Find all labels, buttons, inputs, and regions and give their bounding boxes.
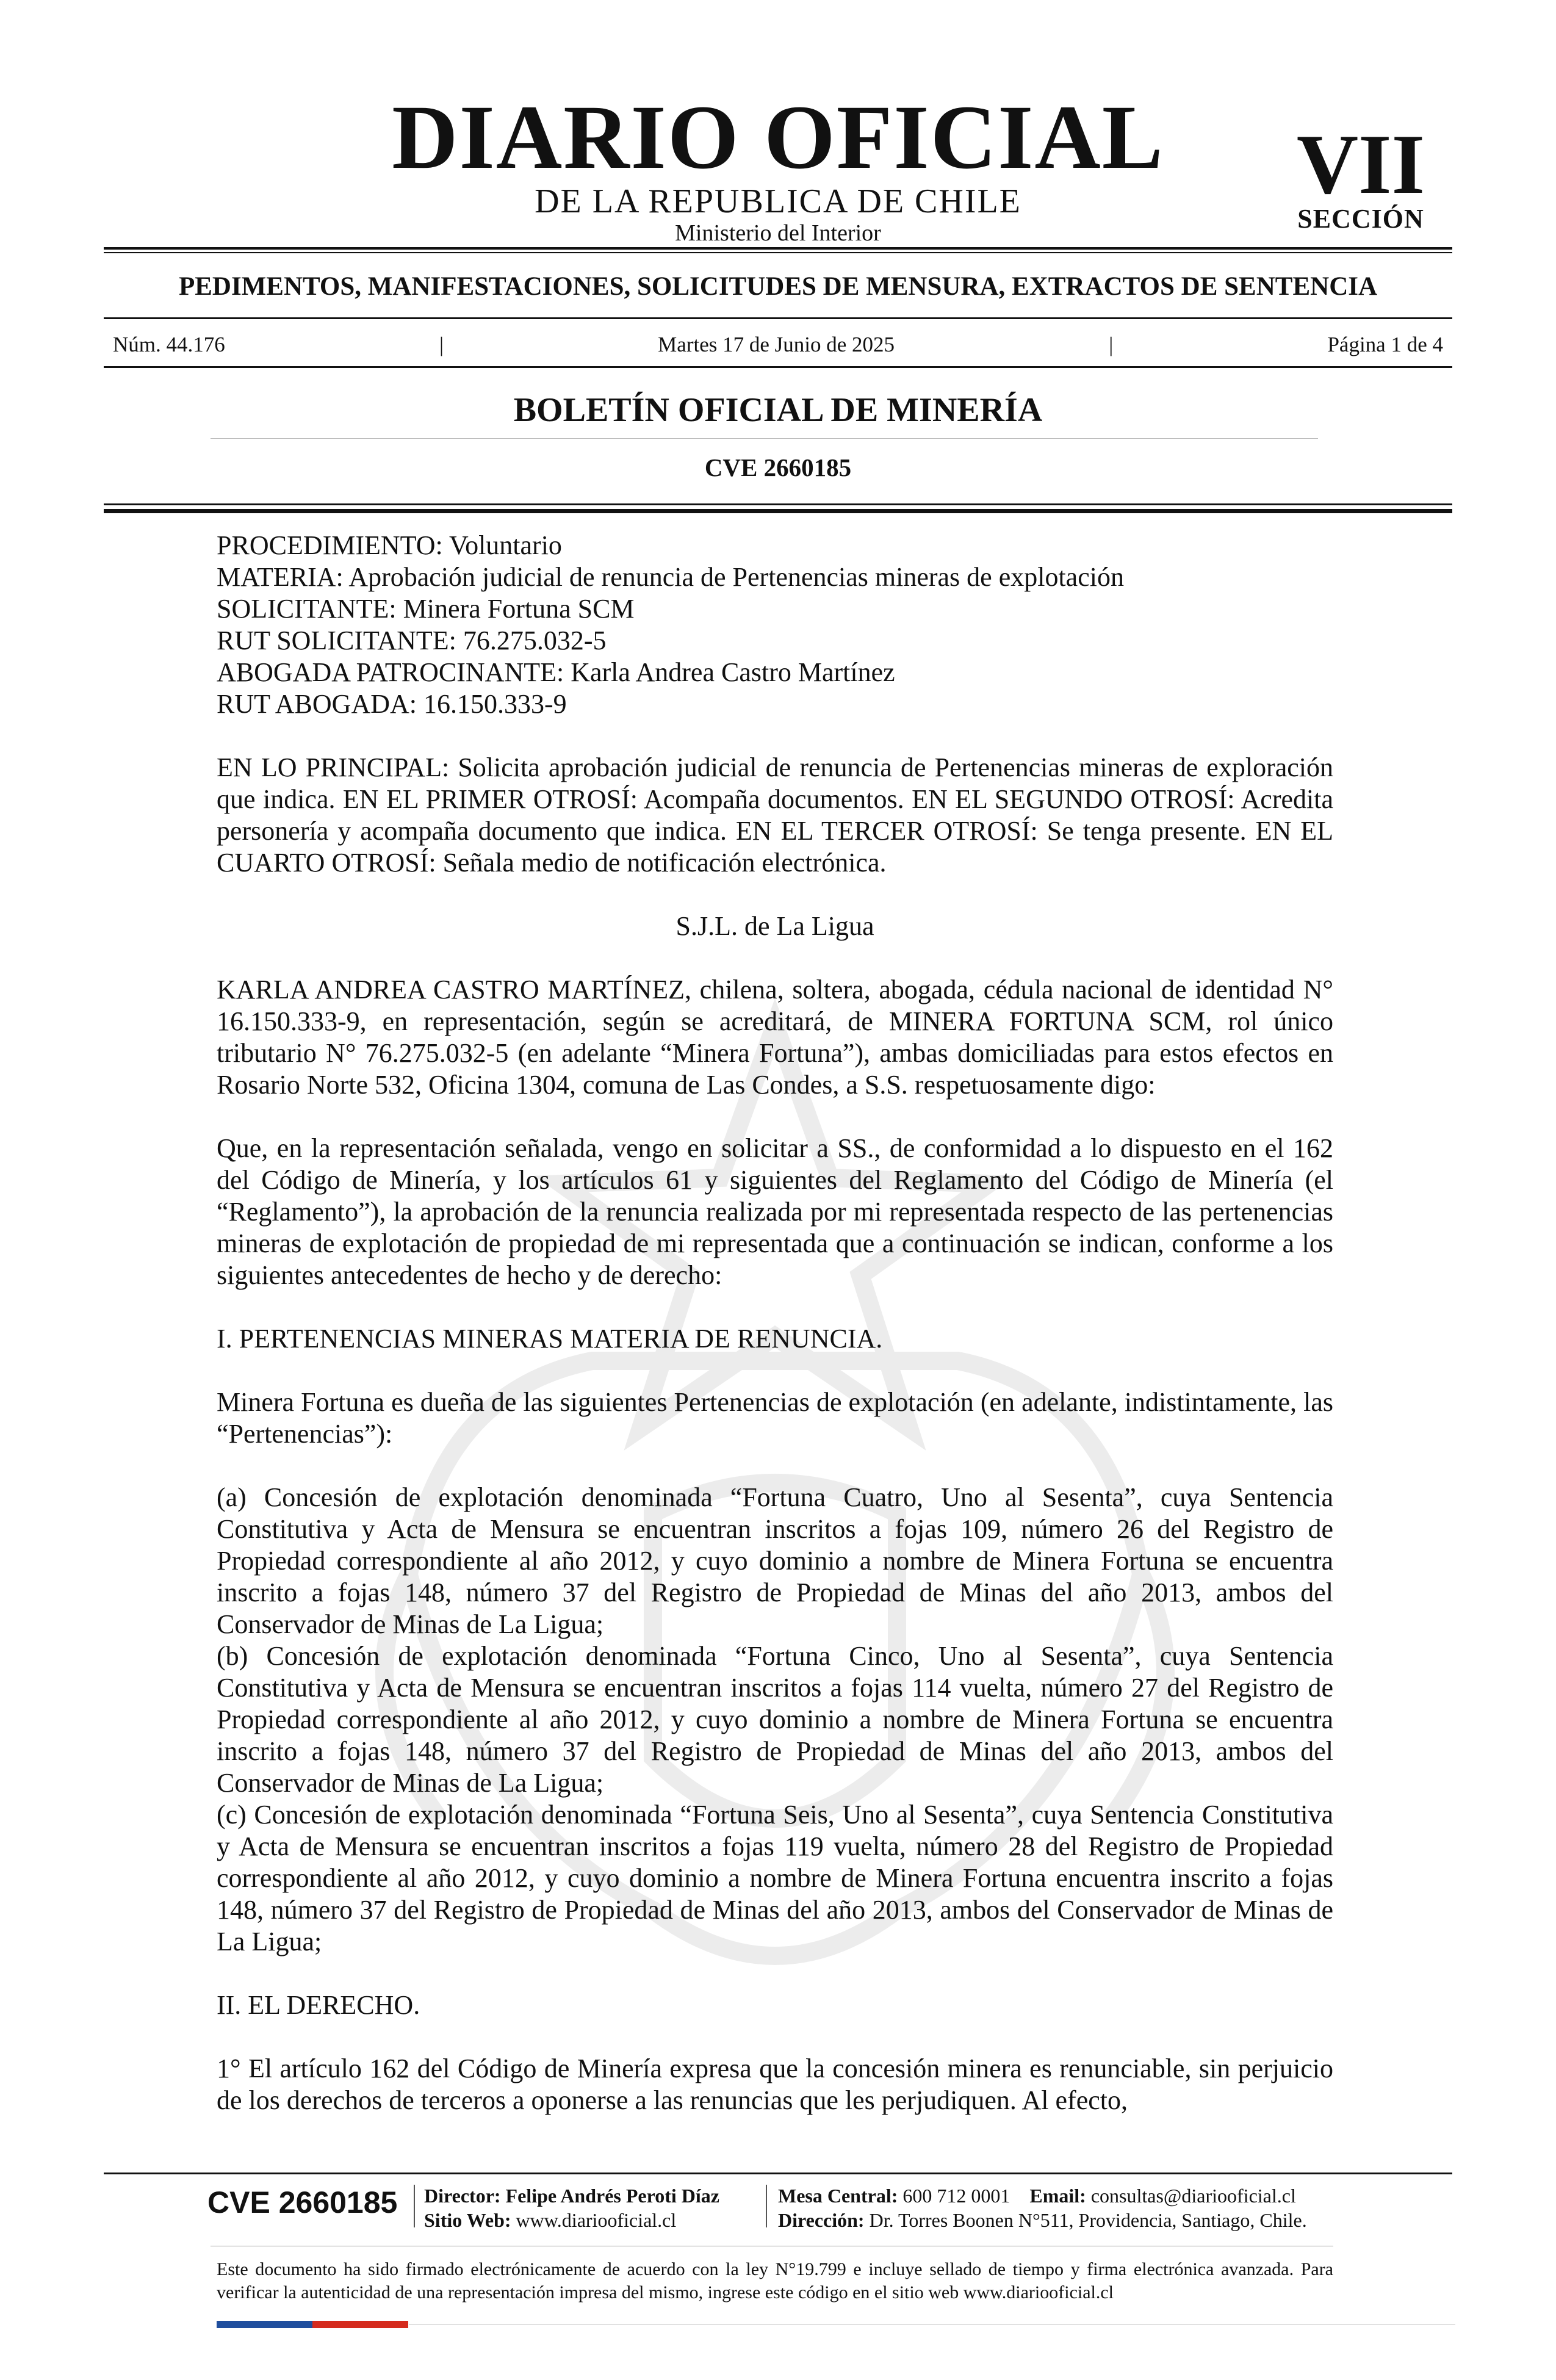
ownership-paragraph: Minera Fortuna es dueña de las siguientes Pertenencias de explotación (en adelante, indistintamente, las “Pertenencias”): [217, 1387, 1333, 1449]
concession-item-c: (c) Concesión de explotación denominada “Fortuna Seis, Uno al Sesenta”, cuya Sentencia Constitutiva y Acta de Mensura se encuentran inscritos a fojas 119 vuelta, número 28 del Registro de Propiedad correspondiente al año 2012, y cuyo dominio a nombre de Minera Fortuna encuentra inscrito a fojas 148, número 37 del Registro de Propiedad de Minas del año 2013, ambos del Conservador de Minas de La Ligua; [217, 1800, 1333, 1956]
site-label: Sitio Web: [424, 2209, 511, 2231]
section-label: SECCIÓN [1297, 204, 1424, 234]
footer-rule [104, 2173, 1452, 2174]
summary-matter: MATERIA: Aprobación judicial de renuncia de Pertenencias mineras de explotación [217, 562, 1124, 592]
issue-info-row [113, 333, 1443, 357]
flag-red-segment [312, 2321, 408, 2328]
flag-stripe [217, 2321, 409, 2328]
heading-derecho: II. EL DERECHO. [217, 1990, 420, 2020]
signature-disclaimer: Este documento ha sido firmado electrónicamente de acuerdo con la ley N°19.799 e incluye sellado de tiempo y firma electrónica avanzada. Para verificar la autenticidad de una representación impresa del mismo, ingrese este código en el sitio web www.diariooficial.cl [217, 2259, 1333, 2302]
issue-rule [104, 366, 1452, 368]
bulletin-title: BOLETÍN OFICIAL DE MINERÍA [513, 391, 1043, 429]
footer-editorial [424, 2183, 719, 2232]
section-indicator [1269, 117, 1452, 234]
topic-rule [104, 317, 1452, 319]
newspaper-title: DIARIO OFICIAL [392, 87, 1164, 188]
summary-applicant-rut: RUT SOLICITANTE: 76.275.032-5 [217, 626, 607, 655]
summary-block [217, 530, 1333, 720]
concession-item-a: (a) Concesión de explotación denominada “Fortuna Cuatro, Uno al Sesenta”, cuya Sentencia Constitutiva y Acta de Mensura se encuentran inscritos a fojas 109, número 26 del Registro de Propiedad correspondiente al año 2012, y cuyo dominio a nombre de Minera Fortuna se encuentra inscrito a fojas 148, número 37 del Registro de Propiedad de Minas del año 2013, ambos del Conservador de Minas de La Ligua; [217, 1482, 1333, 1639]
newspaper-subtitle: DE LA REPUBLICA DE CHILE [535, 182, 1021, 220]
request-paragraph: Que, en la representación señalada, vengo en solicitar a SS., de conformidad a lo dispuesto en el 162 del Código de Minería, y los artículos 61 y siguientes del Reglamento del Código de Minería (el “Reglamento”), la aprobación de la renuncia realizada por mi representada respecto de las pertenencias mineras de explotación de propiedad de mi representada que a continuación se indican, conforme a los siguientes antecedentes de hecho y de derecho: [217, 1133, 1333, 1290]
ministry-name: Ministerio del Interior [675, 220, 881, 246]
footer-contact [778, 2183, 1307, 2232]
header-rule-top-thin [104, 252, 1452, 253]
heading-pertenencias: I. PERTENENCIAS MINERAS MATERIA DE RENUNCIA. [217, 1324, 883, 1354]
email-label: Email: [1029, 2185, 1086, 2207]
footer-separator-2 [766, 2185, 767, 2227]
header-rule-top [104, 247, 1452, 250]
principal-paragraph: EN LO PRINCIPAL: Solicita aprobación judicial de renuncia de Pertenencias mineras de exploración que indica. EN EL PRIMER OTROSÍ: Acompaña documentos. EN EL SEGUNDO OTROSÍ: Acredita personería y acompaña documento que indica. EN EL TERCER OTROSÍ: Se tenga presente. EN EL CUARTO OTROSÍ: Señala medio de notificación electrónica. [217, 752, 1333, 878]
flag-blue-segment [217, 2321, 312, 2328]
summary-attorney-rut: RUT ABOGADA: 16.150.333-9 [217, 689, 567, 719]
address-text: Dr. Torres Boonen N°511, Providencia, Santiago, Chile. [869, 2209, 1307, 2231]
email-link[interactable]: consultas@diariooficial.cl [1090, 2185, 1296, 2207]
issue-date: Martes 17 de Junio de 2025 [658, 333, 895, 356]
bulletin-rule [211, 438, 1318, 439]
concession-item-b: (b) Concesión de explotación denominada “Fortuna Cinco, Uno al Sesenta”, cuya Sentencia Constitutiva y Acta de Mensura se encuentran inscritos a fojas 114 vuelta, número 27 del Registro de Propiedad correspondiente al año 2012, y cuyo dominio a nombre de Minera Fortuna se encuentra inscrito a fojas 148, número 37 del Registro de Propiedad de Minas del año 2013, ambos del Conservador de Minas de La Ligua; [217, 1641, 1333, 1798]
court-addressee: S.J.L. de La Ligua [675, 911, 874, 941]
document-body [217, 530, 1333, 2116]
law-paragraph: 1° El artículo 162 del Código de Minería expresa que la concesión minera es renunciable, sin perjuicio de los derechos de terceros a oponerse a las renuncias que les perjudiquen. Al efecto, [217, 2054, 1333, 2115]
phone-label: Mesa Central: [778, 2185, 898, 2207]
site-link[interactable]: www.diariooficial.cl [516, 2209, 677, 2231]
intro-paragraph: KARLA ANDREA CASTRO MARTÍNEZ, chilena, soltera, abogada, cédula nacional de identidad N° 16.150.333-9, en representación, según se acreditará, de MINERA FORTUNA SCM, rol único tributario N° 76.275.032-5 (en adelante “Minera Fortuna”), ambas domiciliadas para estos efectos en Rosario Norte 532, Oficina 1304, comuna de Las Condes, a S.S. respetuosamente digo: [217, 975, 1333, 1100]
issue-number: Núm. 44.176 [113, 333, 225, 356]
page-indicator: Página 1 de 4 [1327, 333, 1443, 356]
summary-attorney: ABOGADA PATROCINANTE: Karla Andrea Castro Martínez [217, 657, 895, 687]
cve-code: CVE 2660185 [704, 453, 852, 481]
section-number: VII [1296, 117, 1425, 212]
footer-cve-code: CVE 2660185 [207, 2185, 398, 2220]
director-name: Felipe Andrés Peroti Díaz [505, 2185, 719, 2207]
phone-number: 600 712 0001 [902, 2185, 1010, 2207]
summary-applicant: SOLICITANTE: Minera Fortuna SCM [217, 594, 635, 624]
footer-separator-1 [414, 2185, 415, 2227]
issue-separator-1: | [439, 333, 444, 356]
summary-procedure: PROCEDIMIENTO: Voluntario [217, 530, 562, 560]
issue-separator-2: | [1109, 333, 1114, 356]
director-label: Director: [424, 2185, 501, 2207]
header-rule-bottom-thick [104, 509, 1452, 513]
address-label: Dirección: [778, 2209, 865, 2231]
header-rule-bottom [104, 503, 1452, 505]
section-topic: PEDIMENTOS, MANIFESTACIONES, SOLICITUDES DE MENSURA, EXTRACTOS DE SENTENCIA [178, 272, 1378, 301]
